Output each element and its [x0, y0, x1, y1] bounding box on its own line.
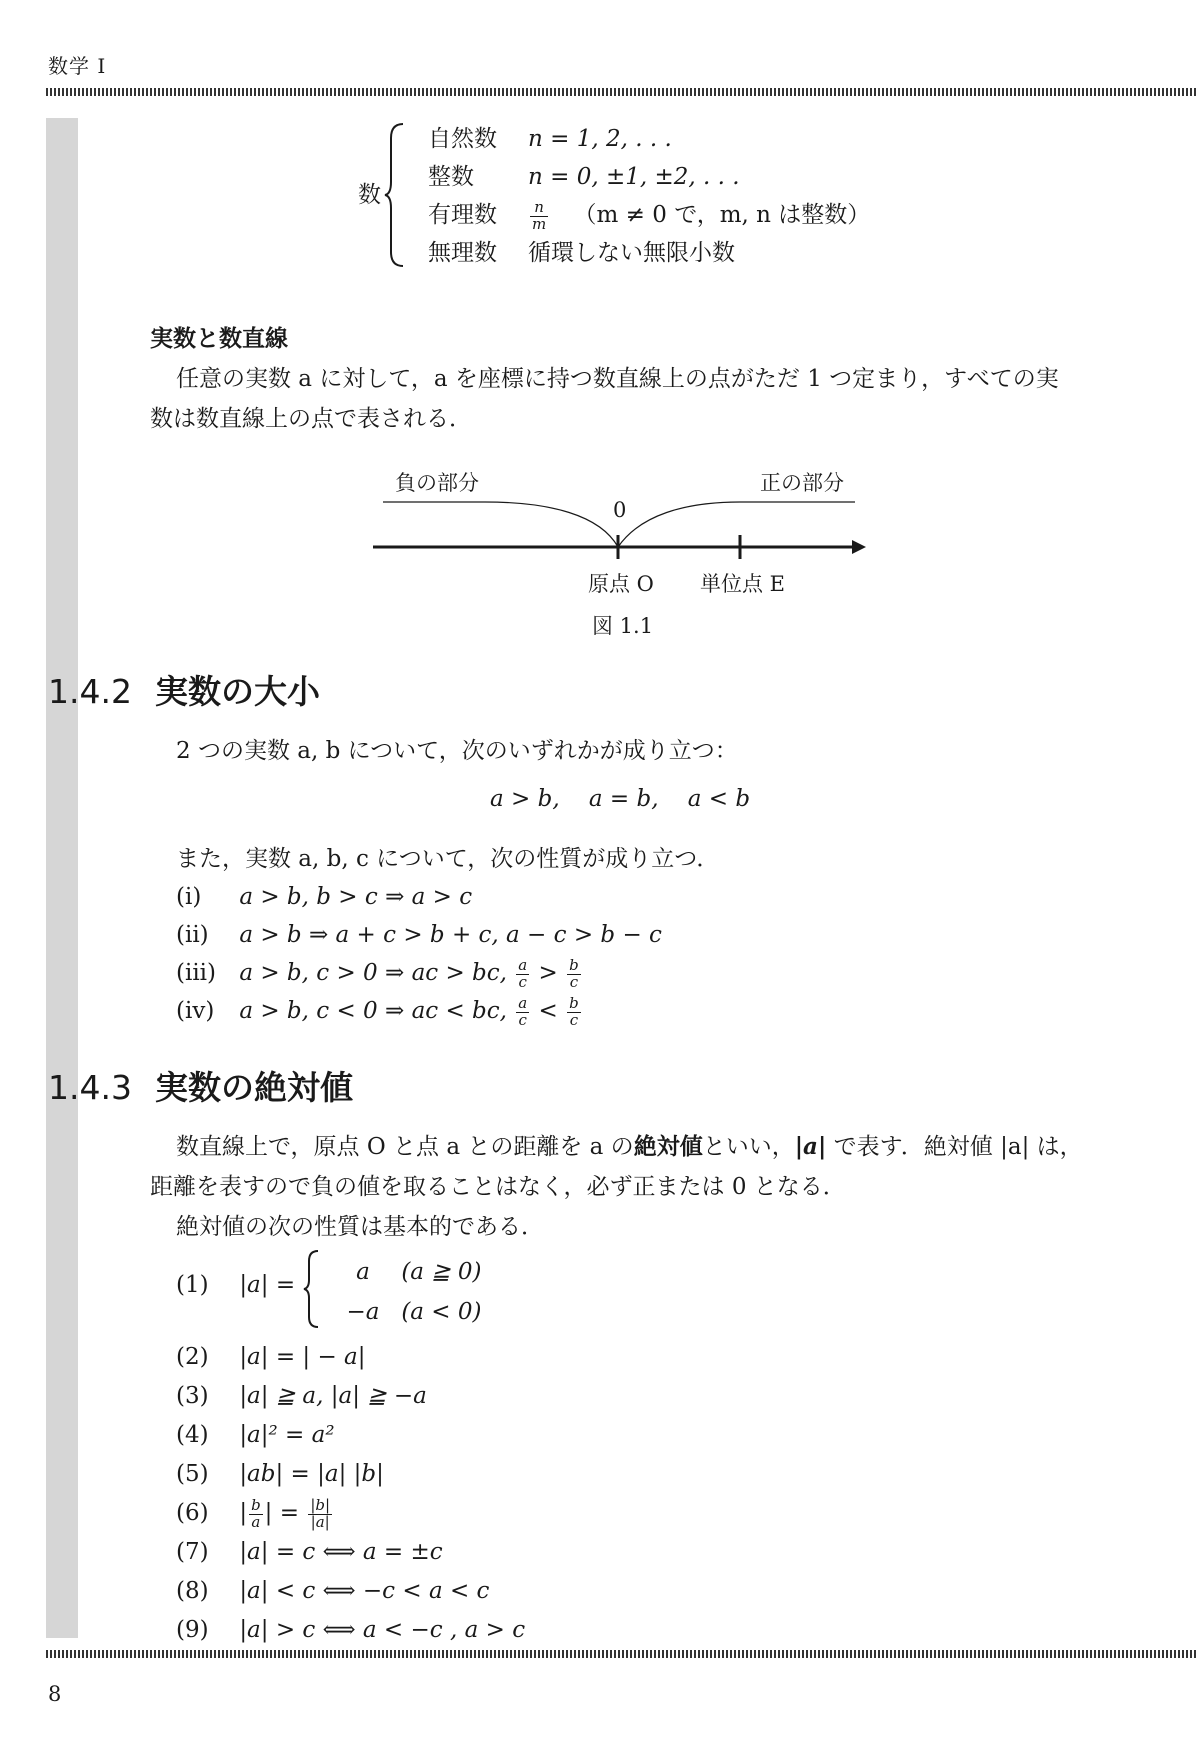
trichotomy-formula: a > b, a = b, a < b: [490, 786, 751, 812]
header-rule: [46, 88, 1196, 96]
list-item: (9) |a| > c ⟺ a < −c , a > c: [176, 1617, 526, 1643]
paragraph-line: 数は数直線上の点で表される．: [150, 406, 472, 432]
tree-item-irrational: 無理数 循環しない無限小数: [428, 240, 735, 266]
section-heading-1-4-2: 1.4.2 実数の大小: [48, 672, 320, 711]
negative-part-label: 負の部分: [395, 471, 479, 495]
case-brace: [302, 1248, 322, 1330]
paragraph-line: 距離を表すので負の値を取ることはなく，必ず正または 0 となる．: [150, 1174, 846, 1200]
figure-caption: 図 1.1: [592, 614, 654, 638]
list-item: (8) |a| < c ⟺ −c < a < c: [176, 1578, 490, 1604]
list-item: (4) |a|² = a²: [176, 1422, 335, 1448]
paragraph-line: 数直線上で，原点 O と点 a との距離を a の絶対値といい，|a| で表す．絶対値 |a| は，: [176, 1133, 1083, 1160]
positive-part-label: 正の部分: [760, 471, 844, 495]
subheading-real-line: 実数と数直線: [150, 326, 288, 352]
list-item: (iii) a > b, c > 0 ⇒ ac > bc, $\frac{a}{c}$ > $\frac{b}{c}$: [176, 955, 579, 991]
number-tree-brace: [383, 120, 407, 270]
list-item: (7) |a| = c ⟺ a = ±c: [176, 1539, 443, 1565]
case-row: a (a ≧ 0): [356, 1259, 482, 1285]
paragraph-line: 絶対値の次の性質は基本的である．: [176, 1214, 544, 1240]
list-item: (2) |a| = | − a|: [176, 1344, 366, 1370]
page-number: 8: [48, 1682, 62, 1706]
tree-item-integer: 整数 n = 0, ±1, ±2, . . .: [428, 164, 740, 190]
unit-point-label: 単位点 E: [700, 572, 786, 596]
margin-band: [46, 118, 78, 1638]
abs-properties-list: [176, 1338, 525, 1650]
list-item: (5) |ab| = |a| |b|: [176, 1461, 384, 1487]
section-heading-1-4-3: 1.4.3 実数の絶対値: [48, 1068, 353, 1107]
paragraph-line: また，実数 a, b, c について，次の性質が成り立つ．: [176, 846, 720, 872]
tree-item-natural: 自然数 n = 1, 2, . . .: [428, 126, 672, 152]
case-row: −a (a < 0): [346, 1299, 482, 1325]
positive-part-curve: [618, 502, 855, 547]
number-tree-items: [428, 120, 870, 272]
list-item: (6) | $\frac{b}{a}$ | = $\frac{|b|}{|a|}$: [176, 1495, 331, 1531]
paragraph-line: 2 つの実数 a, b について，次のいずれかが成り立つ：: [176, 738, 738, 764]
footer-rule: [46, 1650, 1196, 1658]
list-item: (i) a > b, b > c ⇒ a > c: [176, 884, 473, 910]
list-item: (3) |a| ≧ a, |a| ≧ −a: [176, 1383, 427, 1409]
running-header: 数学 I: [48, 54, 107, 78]
list-item: (iv) a > b, c < 0 ⇒ ac < bc, $\frac{a}{c}$ < $\frac{b}{c}$: [176, 993, 579, 1029]
order-properties-list: [176, 878, 662, 1030]
axis-arrow-icon: [852, 540, 866, 554]
negative-part-curve: [383, 502, 618, 547]
zero-label: 0: [613, 498, 627, 522]
case-rows: [332, 1252, 482, 1332]
number-tree-root: 数: [358, 182, 381, 208]
origin-label: 原点 O: [588, 572, 654, 596]
paragraph-line: 任意の実数 a に対して，a を座標に持つ数直線上の点がただ 1 つ定まり，すべての実: [176, 366, 1059, 392]
abs-definition-label: (1) |a| =: [176, 1272, 296, 1298]
list-item: (ii) a > b ⇒ a + c > b + c, a − c > b − c: [176, 922, 662, 948]
tree-item-rational: 有理数 $\frac{n}{m}$ （m ≠ 0 で，m, n は整数）: [428, 197, 871, 233]
